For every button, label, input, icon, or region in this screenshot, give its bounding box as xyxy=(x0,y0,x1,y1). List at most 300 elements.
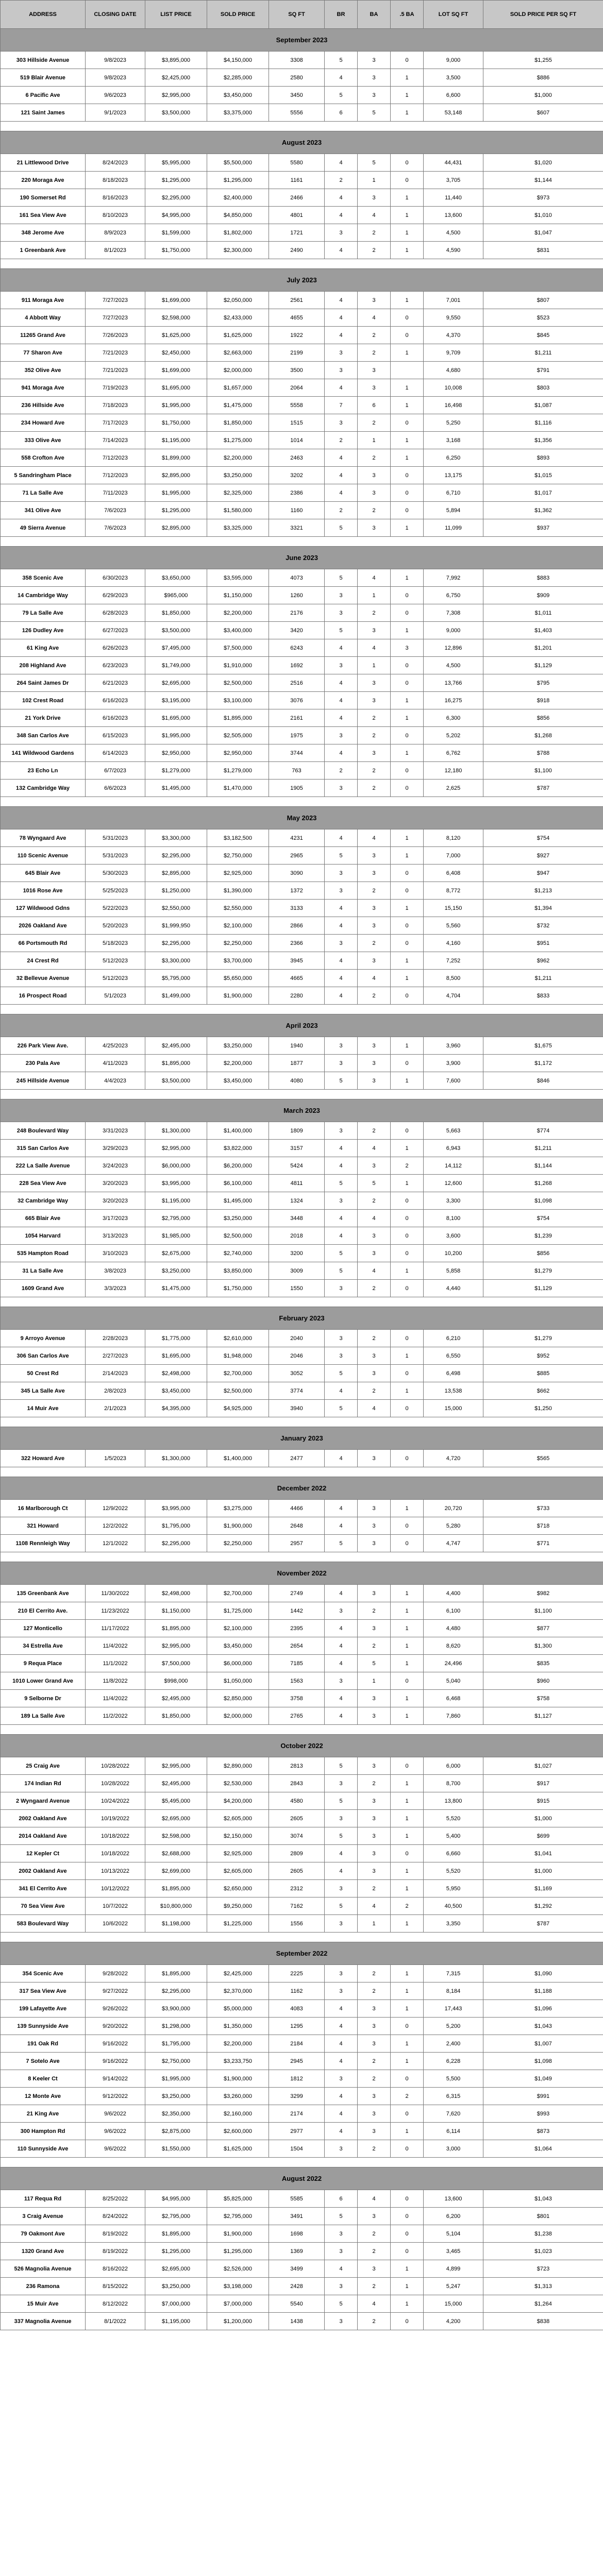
month-header-row xyxy=(1,269,603,292)
address-cell: 306 San Carlos Ave xyxy=(1,1347,86,1365)
address-cell: 2014 Oakland Ave xyxy=(1,1827,86,1845)
table-cell: $1,356 xyxy=(483,432,603,449)
table-cell: $2,750,000 xyxy=(145,2053,207,2070)
table-cell: $787 xyxy=(483,1915,603,1933)
table-row xyxy=(1,882,603,900)
table-cell: 3 xyxy=(358,1707,391,1725)
table-cell: 6,200 xyxy=(424,2208,483,2225)
table-cell: $607 xyxy=(483,104,603,122)
table-cell: $982 xyxy=(483,1585,603,1602)
table-cell: $2,433,000 xyxy=(207,309,269,327)
table-cell: 3,500 xyxy=(424,69,483,87)
table-cell: $2,650,000 xyxy=(207,1880,269,1897)
spacer-cell xyxy=(1,1552,603,1562)
table-cell: 2 xyxy=(358,1382,391,1400)
table-cell: 2395 xyxy=(269,1620,325,1637)
table-cell: $3,895,000 xyxy=(145,52,207,69)
address-cell: 161 Sea View Ave xyxy=(1,207,86,224)
table-cell: 5/18/2023 xyxy=(86,935,145,952)
table-cell: 6 xyxy=(325,2190,358,2208)
table-cell: $1,995,000 xyxy=(145,727,207,744)
table-cell: 6,408 xyxy=(424,865,483,882)
table-row xyxy=(1,1450,603,1467)
table-cell: 2 xyxy=(358,1880,391,1897)
table-cell: 0 xyxy=(391,2140,424,2158)
table-cell: 2 xyxy=(358,1192,391,1210)
address-cell: 132 Cambridge Way xyxy=(1,779,86,797)
table-cell: 4 xyxy=(325,1707,358,1725)
table-cell: $4,395,000 xyxy=(145,1400,207,1417)
table-cell: 4 xyxy=(358,2295,391,2313)
column-header: BA xyxy=(358,1,391,29)
table-row xyxy=(1,2190,603,2208)
table-row xyxy=(1,309,603,327)
address-cell: 16 Marlborough Ct xyxy=(1,1500,86,1517)
table-cell: 4,720 xyxy=(424,1450,483,1467)
table-row xyxy=(1,1365,603,1382)
address-cell: 191 Oak Rd xyxy=(1,2035,86,2053)
table-cell: 5,202 xyxy=(424,727,483,744)
table-cell: 4 xyxy=(358,970,391,987)
table-cell: 1 xyxy=(391,1347,424,1365)
table-cell: 4 xyxy=(358,639,391,657)
table-cell: $1,495,000 xyxy=(207,1192,269,1210)
table-cell: $1,795,000 xyxy=(145,1517,207,1535)
table-cell: 3 xyxy=(358,1450,391,1467)
table-cell: 6,762 xyxy=(424,744,483,762)
table-cell: 6,210 xyxy=(424,1330,483,1347)
table-cell: $1,895,000 xyxy=(207,709,269,727)
table-cell: 4,500 xyxy=(424,657,483,674)
column-header: BR xyxy=(325,1,358,29)
address-cell: 341 Olive Ave xyxy=(1,502,86,519)
table-cell: 2 xyxy=(358,2278,391,2295)
table-cell: 2477 xyxy=(269,1450,325,1467)
table-cell: $3,198,000 xyxy=(207,2278,269,2295)
table-cell: $4,200,000 xyxy=(207,1792,269,1810)
table-cell: $3,500,000 xyxy=(145,104,207,122)
table-cell: 3/20/2023 xyxy=(86,1175,145,1192)
table-cell: 3 xyxy=(358,2260,391,2278)
month-label: January 2023 xyxy=(1,1427,603,1450)
table-cell: $1,313 xyxy=(483,2278,603,2295)
table-cell: $1,900,000 xyxy=(207,2225,269,2243)
table-cell: 9/6/2023 xyxy=(86,87,145,104)
table-cell: 6/16/2023 xyxy=(86,709,145,727)
table-row xyxy=(1,414,603,432)
table-row xyxy=(1,744,603,762)
table-cell: 0 xyxy=(391,1055,424,1072)
table-cell: 3 xyxy=(325,2140,358,2158)
spacer-cell xyxy=(1,1005,603,1014)
table-cell: $2,890,000 xyxy=(207,1757,269,1775)
table-cell: 10/6/2022 xyxy=(86,1915,145,1933)
table-cell: 3448 xyxy=(269,1210,325,1227)
table-cell: 6,550 xyxy=(424,1347,483,1365)
table-cell: $1,211 xyxy=(483,970,603,987)
table-cell: 4 xyxy=(325,1585,358,1602)
table-cell: 1 xyxy=(391,1690,424,1707)
table-cell: $1,295,000 xyxy=(145,2243,207,2260)
table-body xyxy=(1,29,603,2330)
table-cell: 3133 xyxy=(269,900,325,917)
table-cell: $833 xyxy=(483,987,603,1005)
address-cell: 34 Estrella Ave xyxy=(1,1637,86,1655)
table-cell: 10/19/2022 xyxy=(86,1810,145,1827)
table-cell: $1,802,000 xyxy=(207,224,269,242)
table-cell: 1 xyxy=(391,1827,424,1845)
table-cell: 16,498 xyxy=(424,397,483,414)
table-cell: 1 xyxy=(391,449,424,467)
table-row xyxy=(1,1037,603,1055)
table-cell: 4,590 xyxy=(424,242,483,259)
table-cell: $7,500,000 xyxy=(207,639,269,657)
table-row xyxy=(1,327,603,344)
table-cell: $732 xyxy=(483,917,603,935)
table-cell: 7/27/2023 xyxy=(86,292,145,309)
table-cell: $2,300,000 xyxy=(207,242,269,259)
table-cell: 4 xyxy=(325,1500,358,1517)
table-cell: $1,129 xyxy=(483,1280,603,1297)
table-cell: 1442 xyxy=(269,1602,325,1620)
table-cell: $2,200,000 xyxy=(207,1055,269,1072)
address-cell: 354 Scenic Ave xyxy=(1,1965,86,1982)
spacer-row xyxy=(1,1297,603,1307)
table-cell: 3 xyxy=(358,744,391,762)
table-cell: 5 xyxy=(325,1897,358,1915)
table-cell: $1,298,000 xyxy=(145,2018,207,2035)
address-cell: 14 Cambridge Way xyxy=(1,587,86,604)
table-cell: 1 xyxy=(391,1500,424,1517)
table-cell: 4 xyxy=(325,327,358,344)
table-cell: $2,400,000 xyxy=(207,189,269,207)
table-cell: $2,795,000 xyxy=(207,2208,269,2225)
table-cell: 10/24/2022 xyxy=(86,1792,145,1810)
address-cell: 245 Hillside Avenue xyxy=(1,1072,86,1090)
table-cell: $1,275,000 xyxy=(207,432,269,449)
address-cell: 317 Sea View Ave xyxy=(1,1982,86,2000)
table-cell: 6/16/2023 xyxy=(86,692,145,709)
table-cell: $1,087 xyxy=(483,397,603,414)
table-cell: $1,043 xyxy=(483,2018,603,2035)
table-cell: 3744 xyxy=(269,744,325,762)
table-cell: 1 xyxy=(391,1175,424,1192)
table-cell: 12,600 xyxy=(424,1175,483,1192)
table-cell: 11,440 xyxy=(424,189,483,207)
table-cell: $7,000,000 xyxy=(207,2295,269,2313)
spacer-cell xyxy=(1,2158,603,2167)
table-cell: $1,695,000 xyxy=(145,709,207,727)
table-cell: $2,995,000 xyxy=(145,87,207,104)
table-cell: 1295 xyxy=(269,2018,325,2035)
table-cell: $1,150,000 xyxy=(207,587,269,604)
table-cell: 3 xyxy=(325,2070,358,2088)
table-cell: 10/12/2022 xyxy=(86,1880,145,1897)
table-cell: 2605 xyxy=(269,1862,325,1880)
table-cell: 0 xyxy=(391,1280,424,1297)
table-cell: $3,250,000 xyxy=(145,2278,207,2295)
table-cell: 3 xyxy=(358,519,391,537)
table-cell: $1,129 xyxy=(483,657,603,674)
table-cell: 4 xyxy=(325,1655,358,1672)
table-cell: $5,795,000 xyxy=(145,970,207,987)
table-cell: $993 xyxy=(483,2105,603,2123)
address-cell: 190 Somerset Rd xyxy=(1,189,86,207)
table-cell: 1 xyxy=(391,2278,424,2295)
table-cell: 3 xyxy=(358,52,391,69)
table-row xyxy=(1,900,603,917)
column-header: SOLD PRICE xyxy=(207,1,269,29)
table-cell: 1 xyxy=(391,1792,424,1810)
table-cell: $1,750,000 xyxy=(207,1280,269,1297)
address-cell: 645 Blair Ave xyxy=(1,865,86,882)
address-cell: 348 Jerome Ave xyxy=(1,224,86,242)
table-cell: 3 xyxy=(325,865,358,882)
table-cell: 6,710 xyxy=(424,484,483,502)
table-cell: $3,450,000 xyxy=(207,87,269,104)
address-cell: 9 Selborne Dr xyxy=(1,1690,86,1707)
table-cell: $1,250,000 xyxy=(145,882,207,900)
table-cell: $7,500,000 xyxy=(145,1655,207,1672)
table-cell: 0 xyxy=(391,309,424,327)
table-cell: $2,995,000 xyxy=(145,1140,207,1157)
table-cell: 0 xyxy=(391,1365,424,1382)
table-cell: 8/1/2022 xyxy=(86,2313,145,2330)
address-cell: 9 Requa Place xyxy=(1,1655,86,1672)
table-cell: $7,495,000 xyxy=(145,639,207,657)
table-cell: 2 xyxy=(358,762,391,779)
table-cell: 3/29/2023 xyxy=(86,1140,145,1157)
table-cell: 3 xyxy=(325,1602,358,1620)
table-cell: $2,495,000 xyxy=(145,1037,207,1055)
table-cell: 9/26/2022 xyxy=(86,2000,145,2018)
table-cell: 4 xyxy=(358,829,391,847)
table-cell: 11/8/2022 xyxy=(86,1672,145,1690)
table-cell: $1,900,000 xyxy=(207,2070,269,2088)
table-cell: $1,064 xyxy=(483,2140,603,2158)
table-cell: $2,498,000 xyxy=(145,1585,207,1602)
table-cell: 2040 xyxy=(269,1330,325,1347)
table-cell: 0 xyxy=(391,484,424,502)
table-row xyxy=(1,344,603,362)
table-cell: $1,007 xyxy=(483,2035,603,2053)
table-cell: $754 xyxy=(483,829,603,847)
month-label: December 2022 xyxy=(1,1477,603,1500)
table-cell: $3,375,000 xyxy=(207,104,269,122)
table-cell: $2,688,000 xyxy=(145,1845,207,1862)
address-cell: 941 Moraga Ave xyxy=(1,379,86,397)
table-cell: $1,050,000 xyxy=(207,1672,269,1690)
table-cell: 2561 xyxy=(269,292,325,309)
table-cell: 4 xyxy=(325,744,358,762)
table-cell: 3076 xyxy=(269,692,325,709)
table-cell: $2,295,000 xyxy=(145,1535,207,1552)
table-row xyxy=(1,762,603,779)
table-cell: $3,250,000 xyxy=(207,1037,269,1055)
table-cell: $699 xyxy=(483,1827,603,1845)
address-cell: 127 Monticello xyxy=(1,1620,86,1637)
table-cell: $795 xyxy=(483,674,603,692)
address-cell: 25 Craig Ave xyxy=(1,1757,86,1775)
table-cell: 4 xyxy=(325,2053,358,2070)
table-cell: 4,400 xyxy=(424,1585,483,1602)
table-cell: 4580 xyxy=(269,1792,325,1810)
month-header-row xyxy=(1,29,603,52)
table-cell: $1,580,000 xyxy=(207,502,269,519)
spacer-row xyxy=(1,122,603,131)
table-cell: 7 xyxy=(325,397,358,414)
table-row xyxy=(1,379,603,397)
table-cell: 3308 xyxy=(269,52,325,69)
table-cell: 0 xyxy=(391,2313,424,2330)
address-cell: 911 Moraga Ave xyxy=(1,292,86,309)
table-cell: 4 xyxy=(358,1897,391,1915)
table-cell: $1,695,000 xyxy=(145,1347,207,1365)
table-cell: 5 xyxy=(325,569,358,587)
table-cell: 3945 xyxy=(269,952,325,970)
table-cell: $2,995,000 xyxy=(145,1637,207,1655)
table-cell: $1,999,950 xyxy=(145,917,207,935)
table-cell: 2 xyxy=(358,2053,391,2070)
table-row xyxy=(1,987,603,1005)
table-cell: 2 xyxy=(358,242,391,259)
table-cell: 9/12/2022 xyxy=(86,2088,145,2105)
table-cell: 6/30/2023 xyxy=(86,569,145,587)
table-row xyxy=(1,1245,603,1262)
table-cell: 4 xyxy=(325,2105,358,2123)
table-cell: 3 xyxy=(358,1157,391,1175)
address-cell: 222 La Salle Avenue xyxy=(1,1157,86,1175)
table-cell: 2 xyxy=(358,2243,391,2260)
spacer-cell xyxy=(1,259,603,269)
table-cell: $1,895,000 xyxy=(145,1055,207,1072)
table-cell: 3 xyxy=(391,639,424,657)
table-cell: 3 xyxy=(358,1792,391,1810)
table-cell: 7,992 xyxy=(424,569,483,587)
table-cell: $1,047 xyxy=(483,224,603,242)
table-cell: 8/9/2023 xyxy=(86,224,145,242)
table-cell: $1,948,000 xyxy=(207,1347,269,1365)
table-cell: $2,663,000 xyxy=(207,344,269,362)
table-cell: $2,600,000 xyxy=(207,2123,269,2140)
table-cell: $2,450,000 xyxy=(145,344,207,362)
table-cell: 3 xyxy=(358,1757,391,1775)
table-cell: $6,100,000 xyxy=(207,1175,269,1192)
table-cell: 5 xyxy=(325,1072,358,1090)
table-row xyxy=(1,1620,603,1637)
address-cell: 121 Saint James xyxy=(1,104,86,122)
table-cell: 6,315 xyxy=(424,2088,483,2105)
table-cell: 2 xyxy=(358,727,391,744)
table-cell: 3 xyxy=(358,1037,391,1055)
table-cell: 3,300 xyxy=(424,1192,483,1210)
table-cell: $2,675,000 xyxy=(145,1245,207,1262)
table-cell: $2,750,000 xyxy=(207,847,269,865)
table-cell: 1 xyxy=(391,952,424,970)
table-cell: $1,725,000 xyxy=(207,1602,269,1620)
table-cell: 7/14/2023 xyxy=(86,432,145,449)
table-cell: 4231 xyxy=(269,829,325,847)
table-cell: 1 xyxy=(358,657,391,674)
table-cell: 4 xyxy=(358,2190,391,2208)
table-cell: 5 xyxy=(325,2208,358,2225)
table-cell: 5,040 xyxy=(424,1672,483,1690)
table-cell: 6243 xyxy=(269,639,325,657)
table-cell: 3 xyxy=(358,2208,391,2225)
month-label: October 2022 xyxy=(1,1735,603,1757)
table-cell: $1,900,000 xyxy=(207,987,269,1005)
table-cell: 0 xyxy=(391,1330,424,1347)
table-cell: 1 xyxy=(391,2035,424,2053)
table-cell: $10,800,000 xyxy=(145,1897,207,1915)
table-cell: 3009 xyxy=(269,1262,325,1280)
table-row xyxy=(1,1122,603,1140)
table-cell: 4 xyxy=(325,829,358,847)
table-cell: 7/12/2023 xyxy=(86,467,145,484)
table-cell: 0 xyxy=(391,882,424,900)
table-cell: 0 xyxy=(391,1192,424,1210)
spacer-row xyxy=(1,1552,603,1562)
table-cell: 3 xyxy=(358,189,391,207)
table-cell: 6,468 xyxy=(424,1690,483,1707)
table-cell: 9/6/2022 xyxy=(86,2123,145,2140)
table-cell: $2,295,000 xyxy=(145,847,207,865)
table-cell: 1260 xyxy=(269,587,325,604)
table-cell: $2,610,000 xyxy=(207,1330,269,1347)
table-cell: 2 xyxy=(358,344,391,362)
table-cell: 4 xyxy=(358,569,391,587)
table-cell: 2046 xyxy=(269,1347,325,1365)
table-cell: $1,300 xyxy=(483,1637,603,1655)
table-cell: 6,750 xyxy=(424,587,483,604)
table-cell: $2,695,000 xyxy=(145,674,207,692)
table-cell: 12/2/2022 xyxy=(86,1517,145,1535)
column-header: SQ FT xyxy=(269,1,325,29)
table-cell: 9,000 xyxy=(424,622,483,639)
table-row xyxy=(1,2243,603,2260)
table-cell: 6/21/2023 xyxy=(86,674,145,692)
address-cell: 348 San Carlos Ave xyxy=(1,727,86,744)
table-cell: $1,675 xyxy=(483,1037,603,1055)
table-cell: 4 xyxy=(325,2018,358,2035)
table-cell: 1 xyxy=(391,519,424,537)
table-cell: $3,995,000 xyxy=(145,1175,207,1192)
table-cell: 5,858 xyxy=(424,1262,483,1280)
table-cell: 3074 xyxy=(269,1827,325,1845)
table-cell: $1,390,000 xyxy=(207,882,269,900)
table-cell: 11/30/2022 xyxy=(86,1585,145,1602)
address-cell: 127 Wildwood Gdns xyxy=(1,900,86,917)
table-cell: $4,925,000 xyxy=(207,1400,269,1417)
table-cell: 12,180 xyxy=(424,762,483,779)
table-cell: 3 xyxy=(325,224,358,242)
table-cell: 3 xyxy=(358,484,391,502)
table-row xyxy=(1,484,603,502)
table-cell: $2,250,000 xyxy=(207,1535,269,1552)
table-cell: 9,709 xyxy=(424,344,483,362)
address-cell: 535 Hampton Road xyxy=(1,1245,86,1262)
address-cell: 230 Pala Ave xyxy=(1,1055,86,1072)
table-cell: 3/10/2023 xyxy=(86,1245,145,1262)
table-cell: $2,550,000 xyxy=(207,900,269,917)
table-cell: 3 xyxy=(325,362,358,379)
table-cell: 3 xyxy=(325,779,358,797)
table-cell: 5540 xyxy=(269,2295,325,2313)
table-cell: $2,295,000 xyxy=(145,189,207,207)
table-cell: 2312 xyxy=(269,1880,325,1897)
table-cell: 0 xyxy=(391,1245,424,1262)
address-cell: 236 Ramona xyxy=(1,2278,86,2295)
